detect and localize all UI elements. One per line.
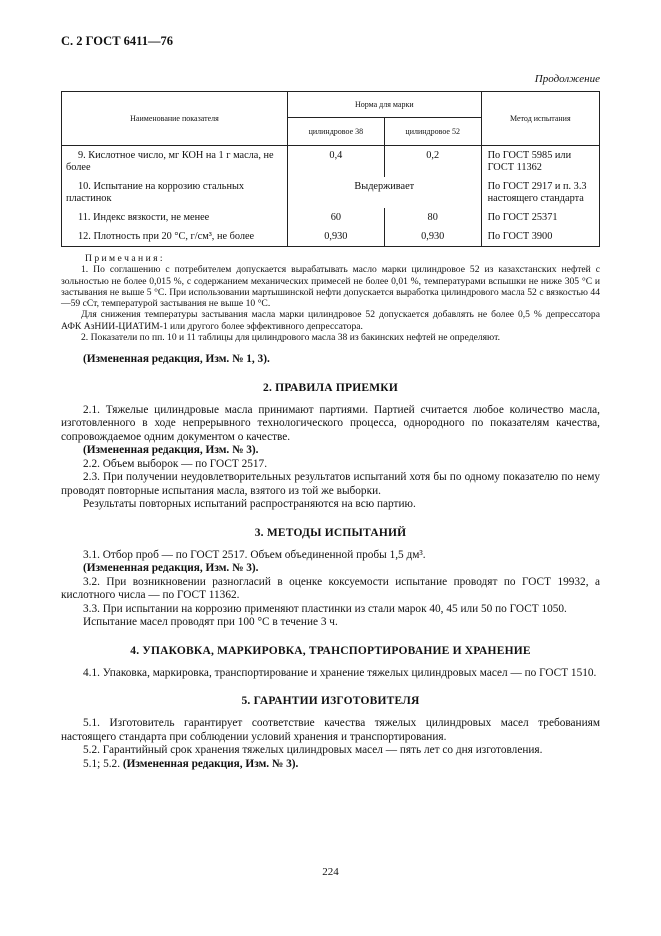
row-indicator: 12. Плотность при 20 °С, г/см³, не более (62, 227, 288, 247)
body-paragraph: 5.1. Изготовитель гарантирует соответствие качества тяжелых цилиндровых масел требованиям настоящего стандарта при соблюдении условий хранения и транспортирования. (61, 717, 600, 743)
table-header-row (62, 92, 600, 118)
notes-block (61, 253, 600, 343)
row-value-38: 0,4 (287, 146, 384, 178)
amendment-note: (Измененная редакция, Изм. № 3). (83, 444, 259, 457)
page-number: 224 (322, 866, 339, 878)
amendment-note: (Измененная редакция, Изм. № 1, 3). (83, 353, 270, 366)
amendment-note: (Измененная редакция, Изм. № 3). (122, 757, 299, 770)
section-heading-rules: 2. ПРАВИЛА ПРИЕМКИ (263, 381, 398, 394)
row-method: По ГОСТ 25371 (481, 208, 599, 227)
section-heading-test-methods: 3. МЕТОДЫ ИСПЫТАНИЙ (254, 526, 407, 539)
body-paragraph: 5.2. Гарантийный срок хранения тяжелых цилиндровых масел — пять лет со дня изготовления. (83, 744, 543, 757)
row-indicator: 11. Индекс вязкости, не менее (62, 208, 288, 227)
row-value-52: 80 (384, 208, 481, 227)
row-value-52: 0,2 (384, 146, 481, 178)
row-value-span: Выдерживает (287, 177, 481, 208)
row-method: По ГОСТ 5985 или ГОСТ 11362 (481, 146, 599, 178)
col-header-norm-group: Норма для марки (287, 92, 481, 118)
amendment-prefix: 5.1; 5.2. (83, 757, 123, 770)
col-header-norm-38: цилиндровое 38 (287, 118, 384, 146)
col-header-norm-52: цилиндровое 52 (384, 118, 481, 146)
body-paragraph: 4.1. Упаковка, маркировка, транспортирование и хранение тяжелых цилиндровых масел — по ГОСТ 1510. (83, 666, 597, 679)
body-paragraph: Испытание масел проводят при 100 °С в течение 3 ч. (83, 616, 338, 629)
section-heading-warranty: 5. ГАРАНТИИ ИЗГОТОВИТЕЛЯ (241, 695, 420, 708)
body-paragraph: 2.1. Тяжелые цилиндровые масла принимают партиями. Партией считается любое количество масла, изготовленного в ходе непрерывного технологического процесса, однородного по показателям качества, сопровождаемое одним документом о качестве. (61, 403, 600, 443)
col-header-method: Метод испытания (481, 92, 599, 146)
amendment-note: (Измененная редакция, Изм. № 3). (83, 562, 259, 575)
row-method: По ГОСТ 3900 (481, 227, 599, 247)
col-header-indicator: Наименование показателя (62, 92, 288, 146)
table-row (62, 177, 600, 208)
note-paragraph: Для снижения температуры застывания масла марки цилиндровое 52 допускается добавлять не более 0,5 % депрессатора АФК АзНИИ-ЦИАТИМ-1 или другого более эффективного депрессатора. (61, 309, 600, 332)
note-paragraph: 2. Показатели по пп. 10 и 11 таблицы для цилиндрового масла 38 из бакинских нефтей не определяют. (81, 332, 500, 344)
row-method: По ГОСТ 2917 и п. 3.3 настоящего стандарта (481, 177, 599, 208)
row-indicator: 10. Испытание на коррозию стальных пластинок (62, 177, 288, 208)
continuation-label: Продолжение (534, 73, 600, 85)
table-row (62, 146, 600, 178)
section-heading-packaging: 4. УПАКОВКА, МАРКИРОВКА, ТРАНСПОРТИРОВАНИЕ И ХРАНЕНИЕ (130, 644, 531, 657)
row-value-52: 0,930 (384, 227, 481, 247)
page-header: С. 2 ГОСТ 6411—76 (61, 34, 173, 48)
body-paragraph: 3.1. Отбор проб — по ГОСТ 2517. Объем объединенной пробы 1,5 дм³. (83, 548, 426, 561)
body-paragraph: 2.2. Объем выборок — по ГОСТ 2517. (83, 457, 268, 470)
note-paragraph: 1. По соглашению с потребителем допускается вырабатывать масло марки цилиндровое 52 из казахстанских нефтей с зольностью не более 0,015 %, с содержанием механических примесей не более 0,01 %, температурами вспышки не ниже 305 °С и застывания не выше 5 °С. При использовании мартышинской нефти допускается выработка цилиндрового масла 52 с вязкостью 44—59 сСт, температурой застывания не выше 10 °С. (61, 264, 600, 310)
body-paragraph: 2.3. При получении неудовлетворительных результатов испытаний хотя бы по одному показателю по нему проводят повторные испытания масла, взятого из той же выборки. (61, 471, 600, 497)
specifications-table (61, 91, 600, 247)
row-indicator: 9. Кислотное число, мг КОН на 1 г масла, не более (62, 146, 288, 178)
body-paragraph (61, 758, 600, 772)
body-paragraph: 3.2. При возникновении разногласий в оценке коксуемости испытание проводят по ГОСТ 19932, а кислотного числа — по ГОСТ 11362. (61, 575, 600, 602)
row-value-38: 0,930 (287, 227, 384, 247)
table-row (62, 208, 600, 227)
table-row (62, 227, 600, 247)
body-paragraph: Результаты повторных испытаний распространяются на всю партию. (83, 498, 416, 511)
notes-label: П р и м е ч а н и я : (85, 253, 163, 264)
body-paragraph: 3.3. При испытании на коррозию применяют пластинки из стали марок 40, 45 или 50 по ГОСТ 1050. (83, 602, 567, 615)
row-value-38: 60 (287, 208, 384, 227)
